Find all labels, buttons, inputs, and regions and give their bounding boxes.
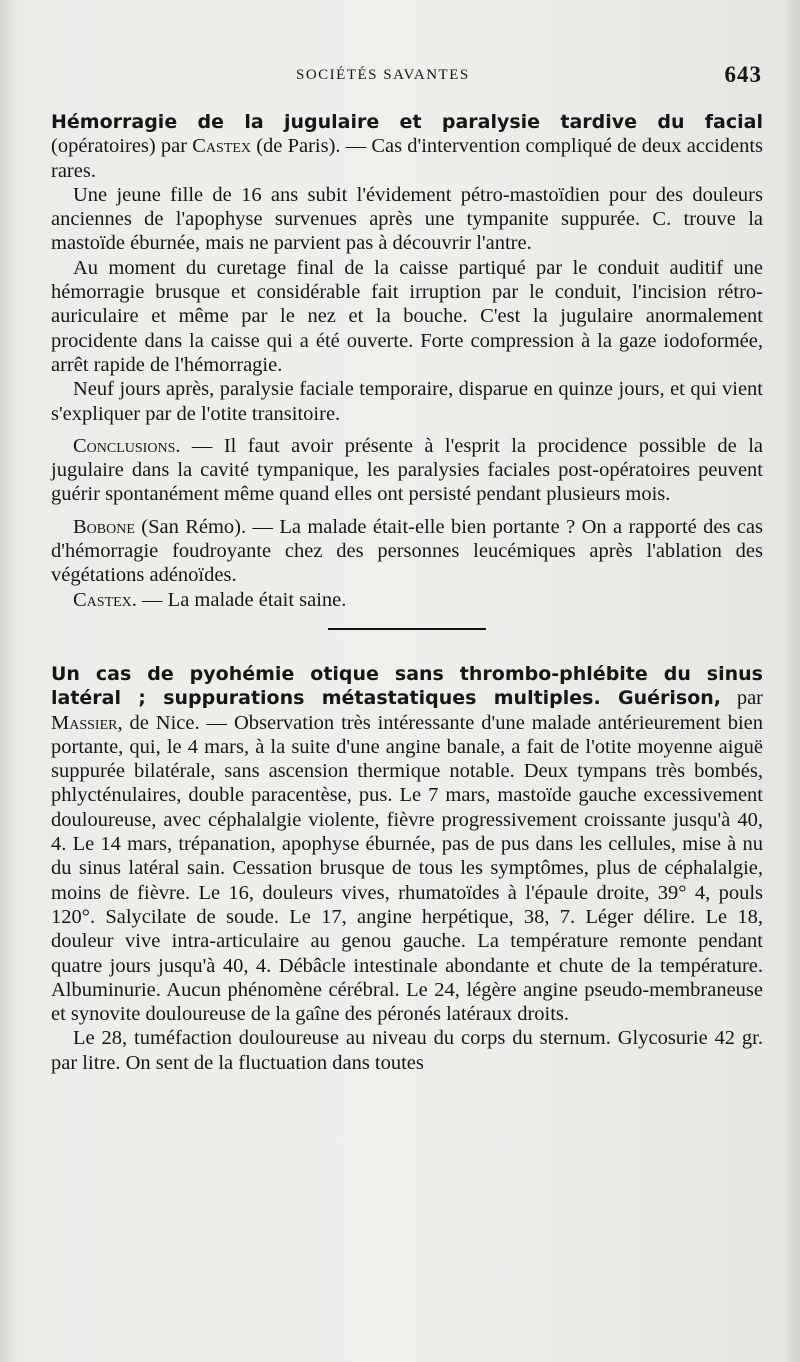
bobone-text: (San Rémo). — La malade était-elle bien portante ? On a rapporté des cas d'hémorragie foudroyante chez des personnes leucémiques après l'ablation des végétations adénoïdes. bbox=[51, 515, 763, 587]
article2-author: Massier bbox=[51, 711, 118, 734]
article1-author: Castex bbox=[192, 135, 252, 158]
page-number: 643 bbox=[724, 62, 762, 87]
castex-paragraph bbox=[51, 588, 763, 612]
article2-title: Un cas de pyohémie otique sans thrombo-phlébite du sinus latéral ; suppurations métastatiques multiples. Guérison, bbox=[51, 662, 763, 710]
running-title: SOCIÉTÉS SAVANTES bbox=[296, 67, 470, 83]
bobone-name: Bobone bbox=[73, 515, 135, 538]
page-header bbox=[0, 62, 800, 92]
conclusions-label: Conclusions. bbox=[73, 434, 181, 457]
article1-paragraph-2: Au moment du curetage final de la caisse partiqué par le conduit auditif une hémorragie brusque et considérable fait irruption par le conduit, l'incision rétro-auriculaire et même par le nez et la bouche. C'est la jugulaire anormalement procidente dans la caisse qui a été ouverte. Forte compression à la gaze iodoformée, arrêt rapide de l'hémorragie. bbox=[51, 256, 763, 376]
bobone-paragraph bbox=[51, 515, 763, 588]
article1-paragraph-1: Une jeune fille de 16 ans subit l'évidement pétro-mastoïdien pour des douleurs anciennes de l'apophyse survenues après une tympanite suppurée. C. trouve la mastoïde éburnée, mais ne parvient pas à découvrir l'antre. bbox=[51, 183, 763, 255]
article1-paragraph-3: Neuf jours après, paralysie faciale temporaire, disparue en quinze jours, et qui vient s'expliquer par de l'otite transitoire. bbox=[51, 378, 763, 425]
article2-text: , de Nice. — Observation très intéressante d'une malade antérieurement bien portante, qui, le 4 mars, à la suite d'une angine banale, a fait de l'otite moyenne aiguë suppurée bilatérale, sans ascension thermique notable. Deux tympans très bombés, phlycténulaires, double paracentèse, pus. Le 7 mars, mastoïde gauche excessivement douloureuse, avec céphalalgie violente, fièvre progressivement croissante jusqu'à 40, 4. Le 14 mars, trépanation, apophyse éburnée, pas de pus dans les cellules, mise à nu du sinus latéral sain. Cessation brusque de tous les symptômes, plus de céphalalgie, moins de fièvre. Le 16, douleurs vives, rhumatoïdes à l'épaule droite, 39° 4, pouls 120°. Salycilate de soude. Le 17, angine herpétique, 38, 7. Léger délire. Le 18, douleur vive intra-articulaire au genou gauche. La température remonte pendant quatre jours jusqu'à 40, 4. Débâcle intestinale abondante et chute de la température. Albuminurie. Aucun phénomène cérébral. Le 24, légère angine pseudo-membraneuse et synovite douloureuse de la gaîne des péronés latéraux droits. bbox=[51, 711, 763, 1026]
castex-name: Castex. bbox=[73, 588, 137, 611]
conclusions-paragraph bbox=[51, 434, 763, 507]
article2-paragraph-1 bbox=[51, 662, 763, 1026]
article1-author-tail: (de Paris). — Cas d'intervention compliqué de deux accidents rares. bbox=[51, 135, 763, 182]
article1-title: Hémorragie de la jugulaire et paralysie tardive du facial bbox=[51, 111, 763, 133]
conclusions-text: — Il faut avoir présente à l'esprit la procidence possible de la jugulaire dans la cavité tympanique, les paralysies faciales post-opératoires peuvent guérir spontanément même quand elles ont persisté pendant plusieurs mois. bbox=[51, 434, 763, 506]
page-body bbox=[51, 110, 763, 1075]
article2-title-tail: par bbox=[721, 687, 763, 710]
article1-title-tail: (opératoires) par bbox=[51, 135, 193, 158]
castex-text: — La malade était saine. bbox=[136, 588, 347, 611]
article2-paragraph-2: Le 28, tuméfaction douloureuse au niveau du corps du sternum. Glycosurie 42 gr. par litre. On sent de la fluctuation dans toutes bbox=[51, 1027, 763, 1074]
section-divider bbox=[328, 628, 486, 630]
article1-heading bbox=[51, 110, 763, 183]
